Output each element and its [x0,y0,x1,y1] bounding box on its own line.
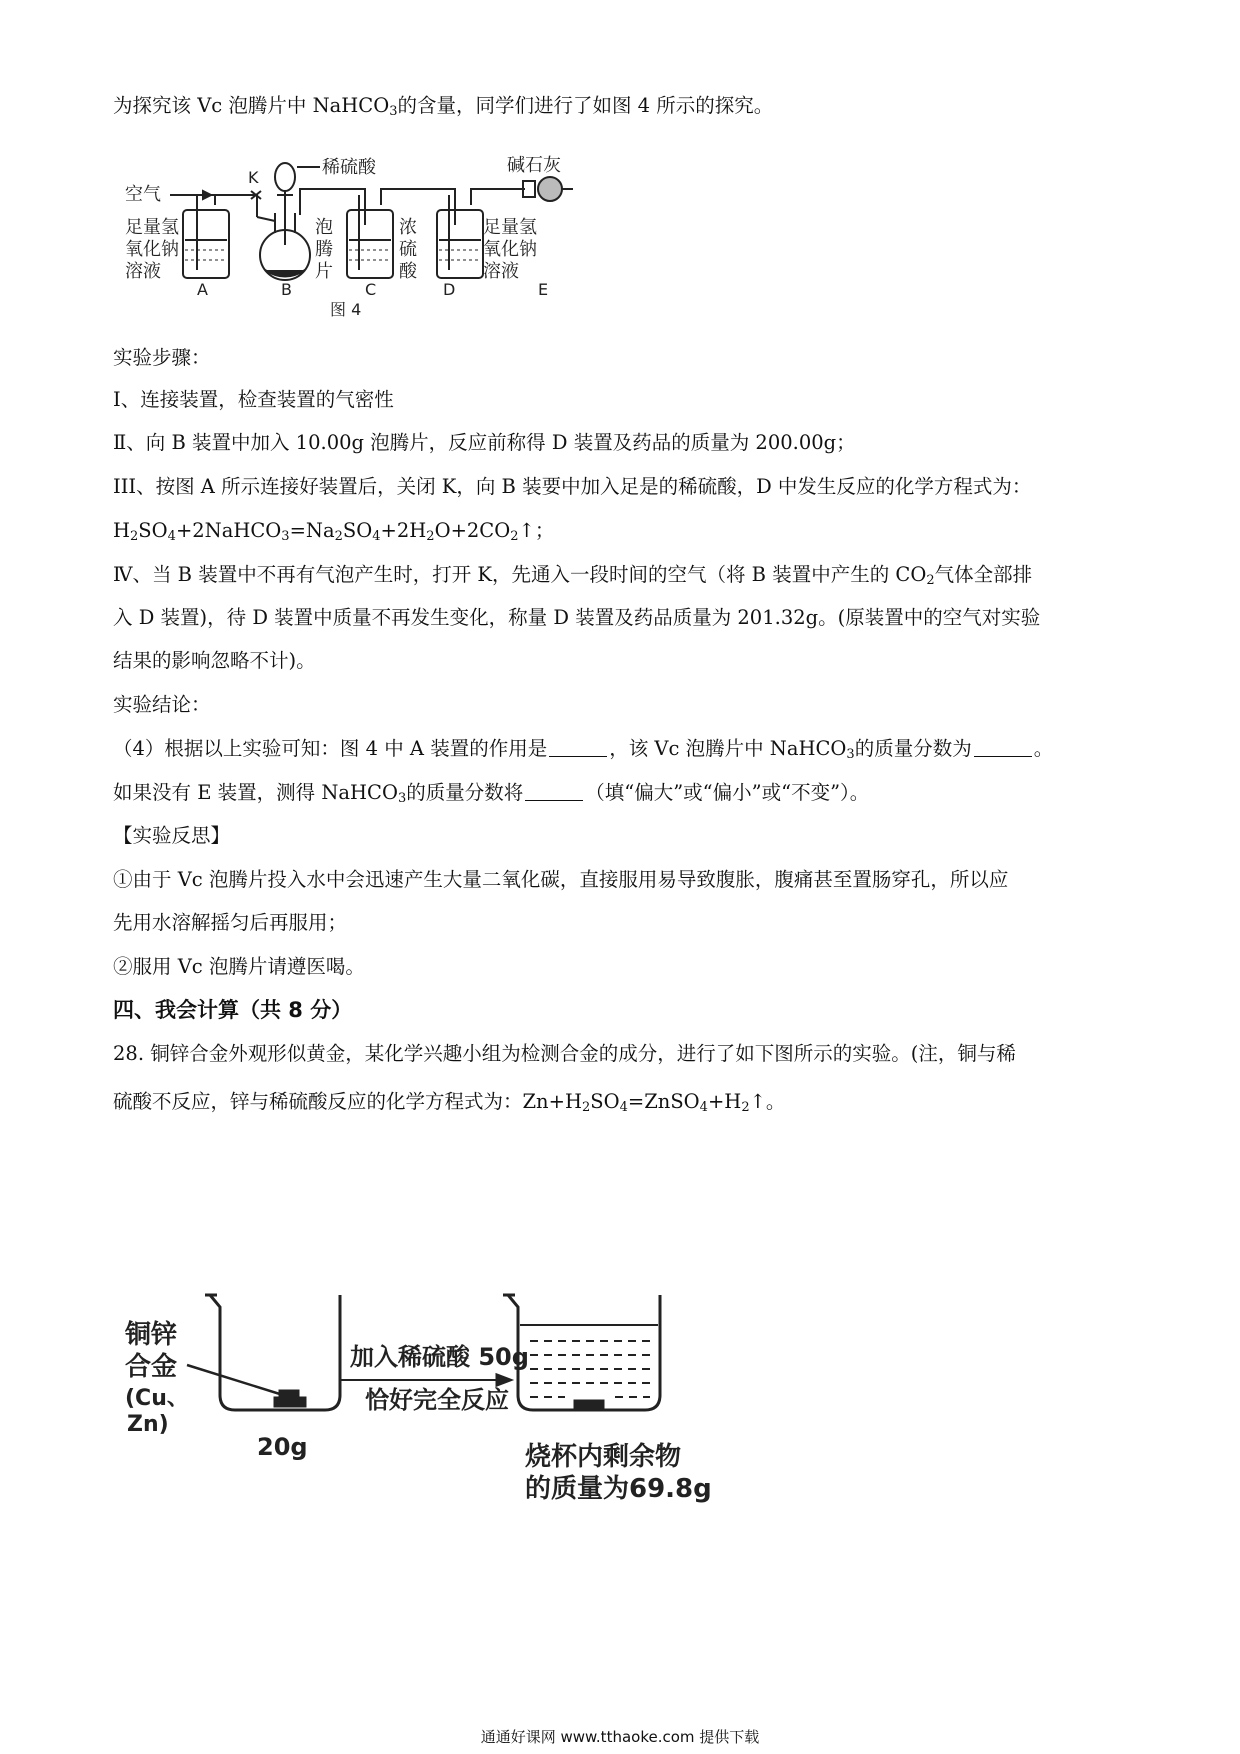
fig5-label-alloy-1: 铜锌 [125,1320,178,1350]
fig4-letter-b: B [281,280,292,299]
fig5-label-result-1: 烧杯内剩余物 [525,1442,682,1472]
fig4-letter-e: E [538,280,549,299]
fig4-label-a-1: 足量氢 [125,217,179,238]
fig4-label-tablet-3: 片 [315,261,333,282]
step-2: Ⅱ、向 B 装置中加入 10.00g 泡腾片，反应前称得 D 装置及药品的质量为 200.00g； [113,431,856,454]
answer-blank-1[interactable] [549,738,607,757]
page-footer: 通通好课网 www.tthaoke.com 提供下载 [480,1728,760,1746]
fig5-label-arrow-top: 加入稀硫酸 50g [350,1343,529,1371]
step-3: III、按图 A 所示连接好装置后，关闭 K，向 B 装要中加入足是的稀硫酸，D 中发生反应的化学方程式为： [113,475,1032,498]
fig5-label-alloy-3: (Cu、 [125,1386,189,1411]
fig4-label-a-3: 溶液 [125,261,161,282]
fig4-label-a-2: 氧化钠 [125,239,179,260]
equation-1: $H_2SO_4+2NaHCO_3=Na_2SO_4+2H_2O+2CO_2↑$； [113,519,555,544]
fig5-label-arrow-bottom: 恰好完全反应 [365,1386,509,1414]
fig5-label-alloy-4: Zn) [127,1412,169,1437]
step-4-line-2: 入 D 装置)，待 D 装置中质量不再发生变化，称量 D 装置及药品质量为 201.32g。(原装置中的空气对实验 [113,606,1041,629]
figure-beaker-experiment [125,1285,825,1575]
fig4-label-c-3: 酸 [399,261,417,282]
fig4-label-d-1: 足量氢 [483,217,537,238]
reflection-2: ②服用 Vc 泡腾片请遵医喝。 [113,955,365,978]
step-4-line-1: Ⅳ、当 B 装置中不再有气泡产生时，打开 K，先通入一段时间的空气（将 B 装置中产生的 $CO_2$气体全部排 [113,563,1033,588]
fig4-label-tablet-2: 腾 [315,239,333,260]
reflection-1-line-1: ①由于 Vc 泡腾片投入水中会迅速产生大量二氧化碳，直接服用易导致腹胀，腹痛甚至置肠穿孔，所以应 [113,868,1009,891]
fig5-label-mass: 20g [257,1433,308,1461]
conclusion-title: 实验结论： [113,693,211,716]
fig4-letter-d: D [443,280,456,299]
answer-blank-2[interactable] [974,738,1032,757]
section-4-heading: 四、我会计算（共 8 分） [113,998,353,1022]
fig4-label-acid: 稀硫酸 [322,157,376,178]
fig4-label-air: 空气 [125,184,161,205]
answer-blank-3[interactable] [525,782,583,801]
fig4-letter-c: C [365,280,377,299]
fig4-label-c-2: 硫 [399,239,417,260]
fig4-label-d-3: 溶液 [483,261,519,282]
question-4-line-2: 如果没有 E 装置，测得 NaHCO$_3$的质量分数将 （填“偏大”或“偏小”或“不变”）。 [113,781,870,806]
step-1: Ⅰ、连接装置，检查装置的气密性 [113,388,394,411]
reflection-title: 【实验反思】 [113,824,231,847]
question-4-line-1: （4）根据以上实验可知：图 4 中 A 装置的作用是 ，该 Vc 泡腾片中 NaHCO$_3$的质量分数为 。 [113,737,1054,762]
fig4-letter-a: A [197,280,208,299]
fig4-label-c-1: 浓 [399,217,417,238]
reflection-1-line-2: 先用水溶解摇匀后再服用； [113,911,348,934]
fig4-label-k: K [248,168,259,187]
fig4-label-tablet-1: 泡 [315,217,333,238]
question-28-line-1: 28. 铜锌合金外观形似黄金，某化学兴趣小组为检测合金的成分，进行了如下图所示的实验。(注，铜与稀 [113,1042,1016,1065]
fig4-label-d-2: 氧化钠 [483,239,537,260]
step-4-line-3: 结果的影响忽略不计)。 [113,649,316,672]
fig4-label-soda-lime: 碱石灰 [507,155,561,176]
fig5-label-result-2: 的质量为69.8g [525,1474,712,1504]
question-28-line-2: 硫酸不反应，锌与稀硫酸反应的化学方程式为：$Zn+H_2SO_4=ZnSO_4+H_2↑$。 [113,1090,786,1115]
fig5-label-alloy-2: 合金 [125,1352,178,1382]
fig4-caption: 图 4 [330,300,362,319]
steps-title: 实验步骤： [113,346,211,369]
figure-4-apparatus [125,155,645,365]
intro-line: 为探究该 Vc 泡腾片中 NaHCO$_3$的含量，同学们进行了如图 4 所示的探究。 [113,94,774,119]
